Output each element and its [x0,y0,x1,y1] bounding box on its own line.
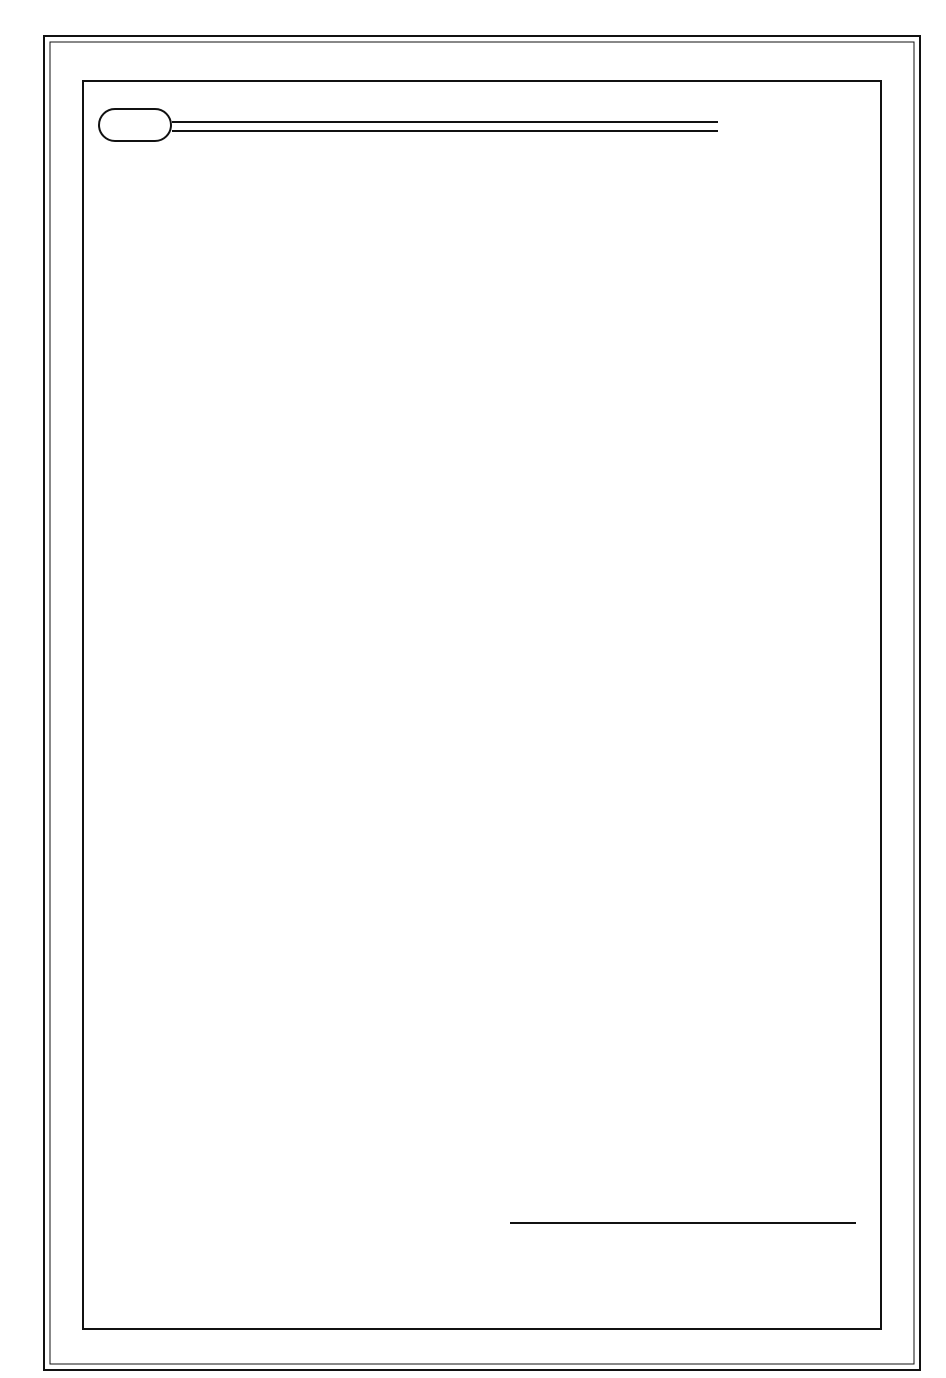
header-double-rule [172,121,718,132]
page-number-badge [98,108,172,142]
footnote-divider [510,1222,856,1224]
page-header [98,104,868,148]
page-frame [82,80,882,1330]
